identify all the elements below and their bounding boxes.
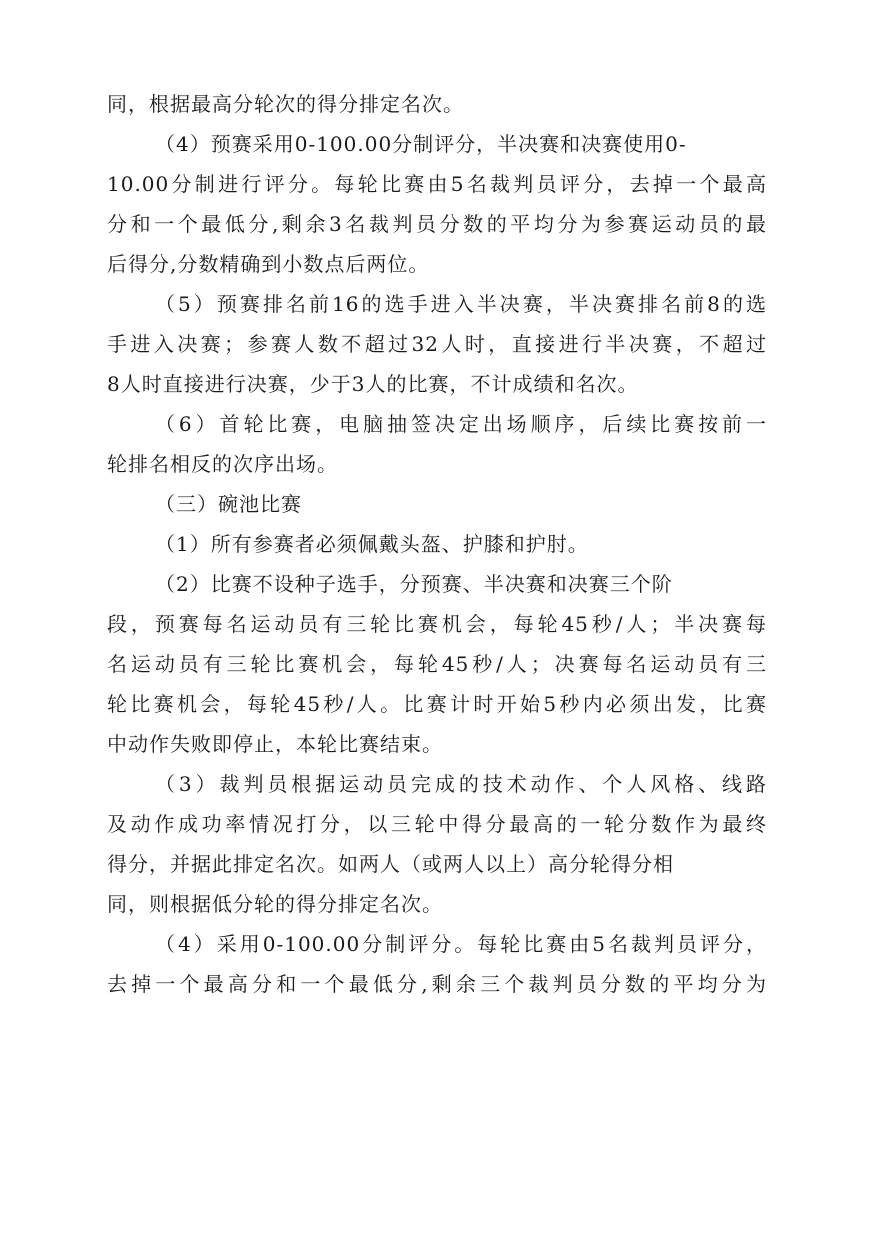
text-line: （4）采用0-100.00分制评分。每轮比赛由5名裁判员评分， xyxy=(155,932,767,956)
text-line: 名运动员有三轮比赛机会，每轮45秒/人；决赛每名运动员有三 xyxy=(107,652,767,676)
text-line: 同，则根据低分轮的得分排定名次。 xyxy=(107,892,443,916)
text-line: （1）所有参赛者必须佩戴头盔、护膝和护肘。 xyxy=(155,532,589,556)
text-line: 同，根据最高分轮次的得分排定名次。 xyxy=(107,92,464,116)
text-line: （5）预赛排名前16的选手进入半决赛，半决赛排名前8的选 xyxy=(155,292,767,316)
text-line: 及动作成功率情况打分，以三轮中得分最高的一轮分数作为最终 xyxy=(107,812,767,836)
text-line: （三）碗池比赛 xyxy=(155,492,302,516)
text-line: 段，预赛每名运动员有三轮比赛机会，每轮45秒/人；半决赛每 xyxy=(107,612,767,636)
text-line: 轮排名相反的次序出场。 xyxy=(107,452,338,476)
text-line: 中动作失败即停止，本轮比赛结束。 xyxy=(107,732,443,756)
text-line: （2）比赛不设种子选手，分预赛、半决赛和决赛三个阶 xyxy=(155,572,673,596)
text-line: （3）裁判员根据运动员完成的技术动作、个人风格、线路 xyxy=(155,772,767,796)
text-line: （4）预赛采用0-100.00分制评分，半决赛和决赛使用0- xyxy=(155,132,687,156)
text-line: 轮比赛机会，每轮45秒/人。比赛计时开始5秒内必须出发，比赛 xyxy=(107,692,767,716)
text-line: 去掉一个最高分和一个最低分,剩余三个裁判员分数的平均分为 xyxy=(107,972,767,996)
text-line: 手进入决赛；参赛人数不超过32人时，直接进行半决赛，不超过 xyxy=(107,332,767,356)
text-line: 后得分,分数精确到小数点后两位。 xyxy=(107,252,430,276)
text-line: 得分，并据此排定名次。如两人（或两人以上）高分轮得分相 xyxy=(107,852,674,876)
text-line: 分和一个最低分,剩余3名裁判员分数的平均分为参赛运动员的最 xyxy=(107,212,767,236)
text-line: （6）首轮比赛，电脑抽签决定出场顺序，后续比赛按前一 xyxy=(155,412,767,436)
text-line: 10.00分制进行评分。每轮比赛由5名裁判员评分，去掉一个最高 xyxy=(107,172,767,196)
document-body xyxy=(107,84,767,1004)
text-line: 8人时直接进行决赛，少于3人的比赛，不计成绩和名次。 xyxy=(107,372,639,396)
